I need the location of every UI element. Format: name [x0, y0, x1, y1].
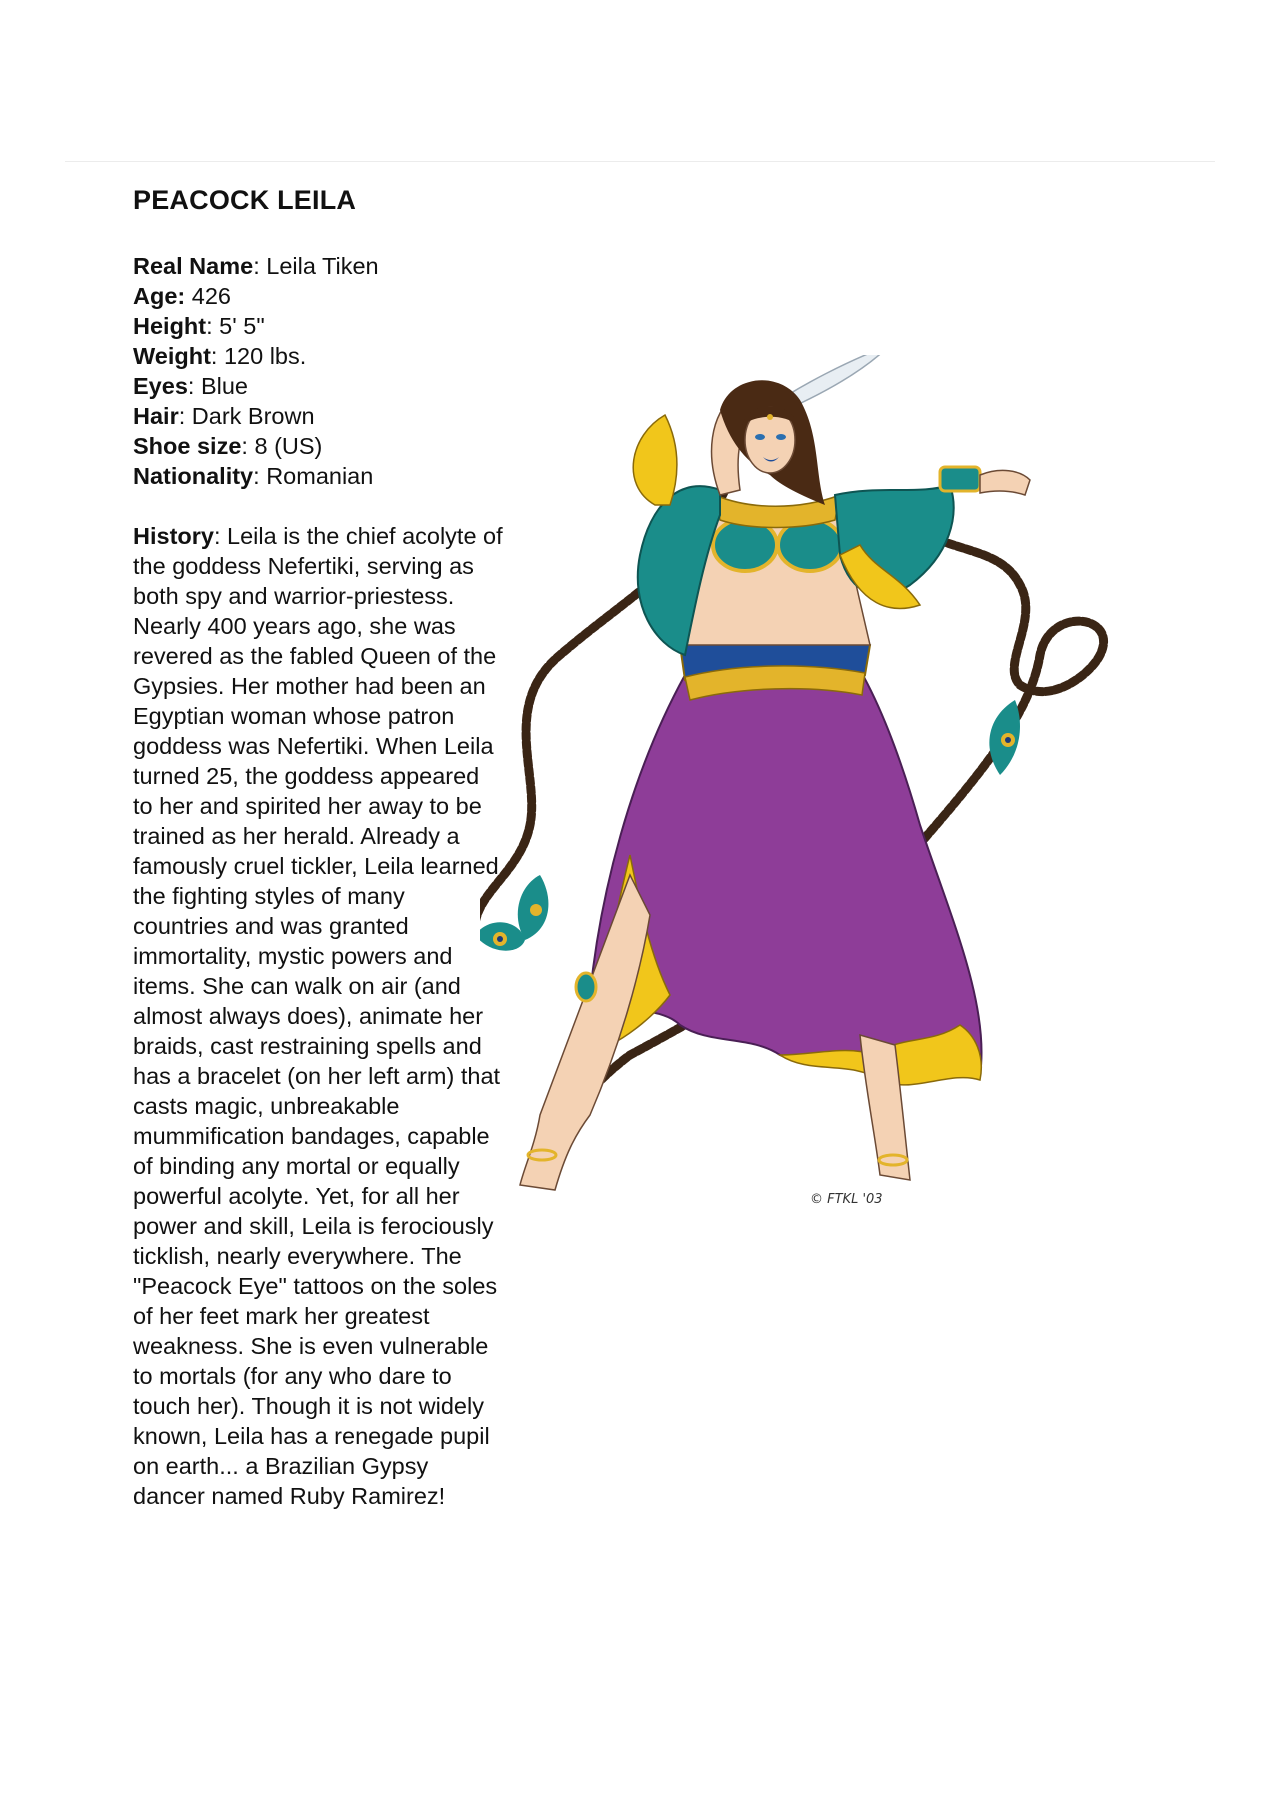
top-divider	[65, 161, 1215, 162]
bracelet	[940, 467, 980, 491]
peacock-feather-bottom	[518, 875, 549, 940]
fact-list	[133, 251, 503, 491]
dancer-illustration	[480, 355, 1200, 1235]
fact-shoe-size: Shoe size: 8 (US)	[133, 433, 323, 459]
history-text: Leila is the chief acolyte of the goddess Nefertiki, serving as both spy and warrior-priestess. Nearly 400 years ago, she was revered as the fabled Queen of the Gypsies. Her mother had been an Egyptian woman whose patron goddess was Nefertiki. When Leila turned 25, the goddess appeared to her and spirited her away to be trained as her herald. Already a famously cruel tickler, Leila learned the fighting styles of many countries and was granted immortality, mystic powers and items. She can walk on air (and almost always does), animate her braids, cast restraining spells and has a bracelet (on her left arm) that casts magic, unbreakable mummification bandages, capable of binding any mortal or equally powerful acolyte. Yet, for all her power and skill, Leila is ferociously ticklish, nearly everywhere. The "Peacock Eye" tattoos on the soles of her feet mark her greatest weakness. She is even vulnerable to mortals (for any who dare to touch her). Though it is not widely known, Leila has a renegade pupil on earth... a Brazilian Gypsy dancer named Ruby Ramirez!	[133, 523, 503, 1509]
left-sleeve-lining	[633, 415, 677, 505]
fact-height: Height: 5' 5"	[133, 313, 265, 339]
fact-real-name: Real Name: Leila Tiken	[133, 253, 379, 279]
fact-nationality: Nationality: Romanian	[133, 463, 374, 489]
fact-age: Age: 426	[133, 283, 231, 309]
fact-weight: Weight: 120 lbs.	[133, 343, 307, 369]
character-illustration	[480, 355, 1200, 1235]
peacock-feather-right	[989, 700, 1020, 775]
forehead-jewel	[767, 414, 773, 420]
left-eye	[755, 434, 765, 440]
fact-hair: Hair: Dark Brown	[133, 403, 315, 429]
peacock-feather-left	[480, 922, 525, 950]
history-paragraph: History: Leila is the chief acolyte of the goddess Nefertiki, serving as both spy and warrior-priestess. Nearly 400 years ago, she was revered as the fabled Queen of the Gypsies. Her mother had been an Egyptian woman whose patron goddess was Nefertiki. When Leila turned 25, the goddess appeared to her and spirited her away to be trained as her herald. Already a famously cruel tickler, Leila learned the fighting styles of many countries and was granted immortality, mystic powers and items. She can walk on air (and almost always does), animate her braids, cast restraining spells and has a bracelet (on her left arm) that casts magic, unbreakable mummification bandages, capable of binding any mortal or equally powerful acolyte. Yet, for all her power and skill, Leila is ferociously ticklish, nearly everywhere. The "Peacock Eye" tattoos on the soles of her feet mark her greatest weakness. She is even vulnerable to mortals (for any who dare to touch her). Though it is not widely known, Leila has a renegade pupil on earth... a Brazilian Gypsy dancer named Ruby Ramirez!	[133, 523, 503, 1509]
right-eye	[776, 434, 786, 440]
page-title: PEACOCK LEILA	[133, 185, 357, 215]
character-profile	[133, 183, 503, 1511]
history-label: History	[133, 523, 214, 549]
fact-eyes: Eyes: Blue	[133, 373, 248, 399]
artist-signature: © FTKL '03	[810, 1192, 883, 1207]
right-arm	[980, 470, 1030, 495]
knee-medallion	[576, 973, 596, 1001]
